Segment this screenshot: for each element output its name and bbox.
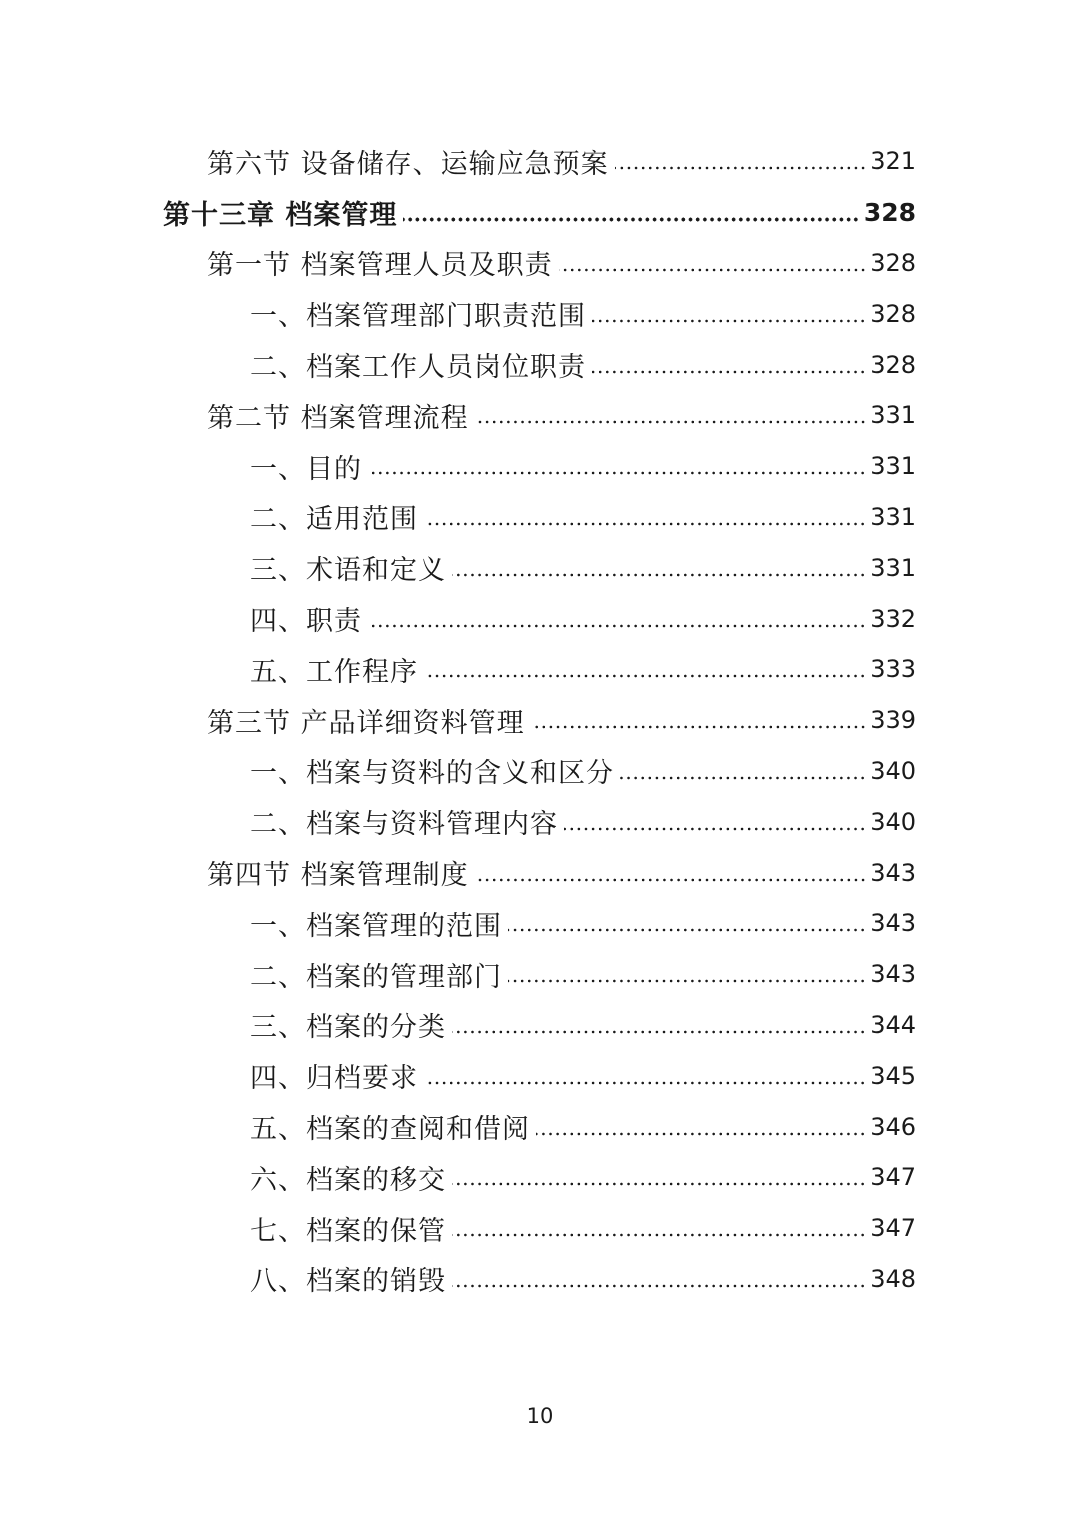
toc-entry-title: 四、归档要求 [250,1063,418,1095]
dot-leader [403,217,859,222]
toc-entry-title: 八、档案的销毁 [250,1266,446,1298]
toc-subsection-entry[interactable] [0,1050,1080,1101]
toc-subsection-entry[interactable] [0,1101,1080,1152]
dot-leader [452,573,866,577]
dot-leader [452,1182,866,1186]
dot-leader [452,1284,866,1288]
toc-entry-title: 第一节 档案管理人员及职责 [207,250,553,282]
toc-subsection-entry[interactable] [0,542,1080,593]
dot-leader [368,471,866,475]
dot-leader [424,522,866,526]
toc-subsection-entry[interactable] [0,288,1080,339]
toc-entry-page-number: 345 [870,1061,916,1090]
toc-subsection-entry[interactable] [0,644,1080,695]
dot-leader [452,1030,866,1034]
toc-entry-title: 五、工作程序 [250,656,418,688]
toc-subsection-entry[interactable] [0,1152,1080,1203]
toc-section-entry[interactable] [0,847,1080,898]
toc-entry-page-number: 328 [870,248,916,277]
toc-subsection-entry[interactable] [0,593,1080,644]
toc-entry-title: 一、档案管理部门职责范围 [250,301,586,333]
dot-leader [615,166,867,170]
toc-subsection-entry[interactable] [0,796,1080,847]
table-of-contents [0,136,1080,1304]
toc-entry-title: 一、档案管理的范围 [250,910,502,942]
toc-entry-title: 第十三章 档案管理 [163,199,398,231]
toc-subsection-entry[interactable] [0,1000,1080,1051]
toc-entry-page-number: 343 [870,909,916,938]
toc-entry-page-number: 321 [870,147,916,176]
dot-leader [452,1233,866,1237]
dot-leader [531,725,867,729]
dot-leader [508,979,866,983]
toc-subsection-entry[interactable] [0,441,1080,492]
dot-leader [424,1081,866,1085]
toc-entry-title: 一、档案与资料的含义和区分 [250,758,614,790]
page-number: 10 [526,1404,554,1428]
toc-section-entry[interactable] [0,695,1080,746]
toc-subsection-entry[interactable] [0,492,1080,543]
toc-entry-page-number: 347 [870,1163,916,1192]
dot-leader [564,827,866,831]
toc-subsection-entry[interactable] [0,339,1080,390]
toc-entry-title: 三、术语和定义 [250,555,446,587]
toc-entry-title: 第三节 产品详细资料管理 [207,707,525,739]
toc-section-entry[interactable] [0,136,1080,187]
toc-entry-page-number: 328 [870,350,916,379]
toc-entry-page-number: 331 [870,401,916,430]
toc-entry-page-number: 340 [870,756,916,785]
dot-leader [508,928,866,932]
dot-leader [536,1132,866,1136]
dot-leader [620,776,866,780]
dot-leader [424,674,866,678]
toc-entry-title: 二、适用范围 [250,504,418,536]
toc-entry-page-number: 331 [870,553,916,582]
toc-entry-page-number: 340 [870,807,916,836]
toc-subsection-entry[interactable] [0,949,1080,1000]
toc-entry-title: 第六节 设备储存、运输应急预案 [207,148,609,180]
toc-entry-title: 二、档案与资料管理内容 [250,809,558,841]
dot-leader [592,370,866,374]
toc-entry-page-number: 331 [870,452,916,481]
dot-leader [368,624,866,628]
toc-chapter-entry[interactable] [0,187,1080,238]
toc-entry-page-number: 343 [870,858,916,887]
toc-subsection-entry[interactable] [0,1203,1080,1254]
toc-subsection-entry[interactable] [0,898,1080,949]
toc-entry-title: 第四节 档案管理制度 [207,860,469,892]
toc-entry-page-number: 344 [870,1010,916,1039]
toc-entry-page-number: 328 [870,299,916,328]
dot-leader [559,268,867,272]
dot-leader [475,420,867,424]
dot-leader [475,878,867,882]
toc-entry-page-number: 328 [863,197,916,227]
toc-section-entry[interactable] [0,238,1080,289]
toc-entry-page-number: 331 [870,502,916,531]
toc-entry-title: 五、档案的查阅和借阅 [250,1114,530,1146]
toc-section-entry[interactable] [0,390,1080,441]
toc-entry-page-number: 346 [870,1112,916,1141]
toc-entry-title: 二、档案的管理部门 [250,961,502,993]
toc-entry-page-number: 348 [870,1264,916,1293]
toc-entry-page-number: 339 [870,706,916,735]
toc-entry-title: 七、档案的保管 [250,1215,446,1247]
toc-entry-page-number: 347 [870,1214,916,1243]
toc-entry-page-number: 332 [870,604,916,633]
toc-subsection-entry[interactable] [0,1254,1080,1305]
toc-entry-page-number: 333 [870,655,916,684]
toc-entry-title: 三、档案的分类 [250,1012,446,1044]
toc-entry-page-number: 343 [870,960,916,989]
toc-entry-title: 六、档案的移交 [250,1164,446,1196]
dot-leader [592,319,866,323]
toc-entry-title: 一、目的 [250,453,362,485]
toc-entry-title: 第二节 档案管理流程 [207,402,469,434]
toc-entry-title: 二、档案工作人员岗位职责 [250,352,586,384]
toc-subsection-entry[interactable] [0,746,1080,797]
toc-entry-title: 四、职责 [250,606,362,638]
